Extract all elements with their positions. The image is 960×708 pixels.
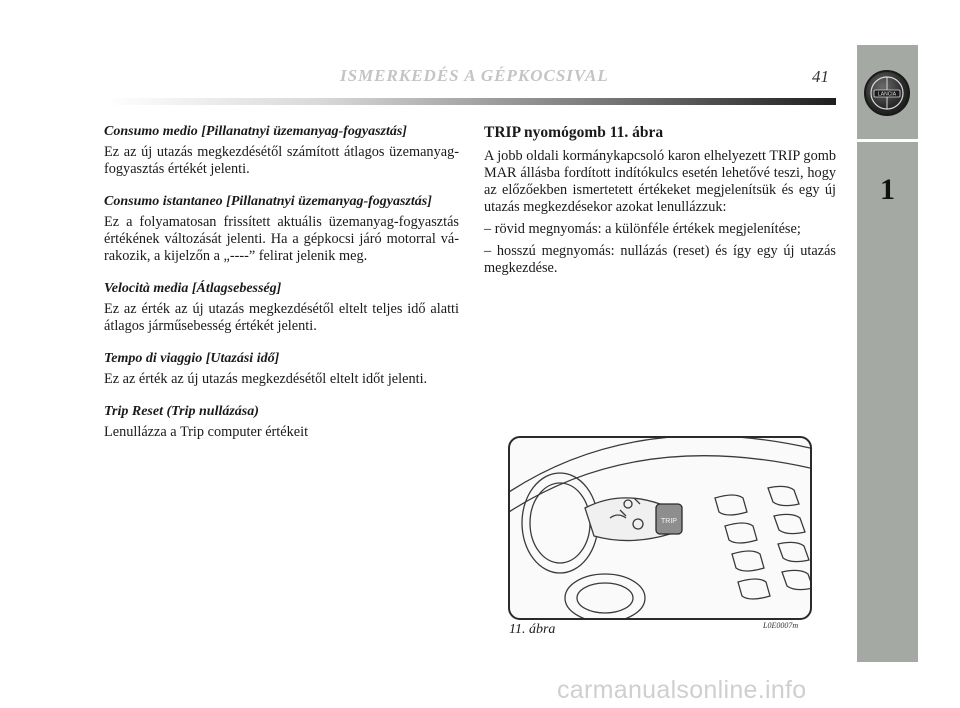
section-consumo-istantaneo	[104, 193, 459, 265]
header-title: ISMERKEDÉS A GÉPKOCSIVAL	[340, 66, 609, 85]
section-body: Ez az új utazás megkezdésétől számított átlagos üzemanyag-fogyasztás értékét jelenti.	[104, 144, 459, 177]
lancia-shield-icon	[866, 72, 908, 114]
site-watermark: carmanualsonline.info	[557, 676, 807, 704]
right-column	[484, 123, 836, 282]
short-press-item: – rövid megnyomás: a különféle értékek megjelenítése;	[484, 221, 801, 237]
section-tempo-di-viaggio	[104, 350, 459, 388]
figure-trip-stalk	[508, 436, 812, 620]
section-trip-reset	[104, 403, 459, 441]
long-press-item: – hosszú megnyomás: nullázás (reset) és így egy új utazás megkezdése.	[484, 243, 836, 276]
section-title: Tempo di viaggio [Utazási idő]	[104, 351, 280, 366]
section-body: Ez az érték az új utazás megkezdésétől eltelt teljes idő alatti átlagos járműsebesség értékét jelenti.	[104, 301, 459, 334]
section-title: Consumo istantaneo [Pillanatnyi üzemanyag-fogyasztás]	[104, 194, 432, 209]
tab-divider	[857, 139, 918, 142]
section-body: Lenullázza a Trip computer értékeit	[104, 424, 309, 440]
svg-text:TRIP: TRIP	[661, 518, 677, 525]
header-rule	[104, 98, 836, 105]
section-body: Ez az érték az új utazás megkezdésétől eltelt időt jelenti.	[104, 371, 428, 387]
page-number: 41	[812, 67, 829, 86]
steering-column-illustration	[510, 438, 810, 618]
figure-caption: 11. ábra	[509, 622, 556, 637]
section-velocita-media	[104, 280, 459, 335]
brand-logo	[864, 70, 910, 116]
chapter-number: 1	[880, 173, 895, 206]
svg-text:LANCIA: LANCIA	[877, 91, 897, 98]
left-column	[104, 123, 459, 456]
section-consumo-medio	[104, 123, 459, 178]
section-title: Velocità media [Átlagsebesség]	[104, 281, 282, 296]
trip-intro-paragraph: A jobb oldali kormánykapcsoló karon elhelyezett TRIP gomb MAR állásba fordított indítókulcs esetén lehetővé teszi, hogy az előzőekben ismertetett értékeket megjelenítsük és egy új utazás megkezdésekor azokat lenullázzuk:	[484, 148, 836, 215]
section-body: Ez a folyamatosan frissített aktuális üzemanyag-fogyasztás értékének változását jelenti. Ha a gépkocsi járó motorral vá-rakozik, a kijelzőn a „----” felirat jelenik meg.	[104, 214, 459, 264]
chapter-side-tab	[857, 45, 918, 662]
trip-button-heading: TRIP nyomógomb 11. ábra	[484, 124, 664, 141]
section-title: Consumo medio [Pillanatnyi üzemanyag-fogyasztás]	[104, 124, 407, 139]
figure-code: L0E0007m	[763, 621, 799, 630]
trip-button-icon	[656, 504, 682, 534]
section-title: Trip Reset (Trip nullázása)	[104, 404, 259, 419]
